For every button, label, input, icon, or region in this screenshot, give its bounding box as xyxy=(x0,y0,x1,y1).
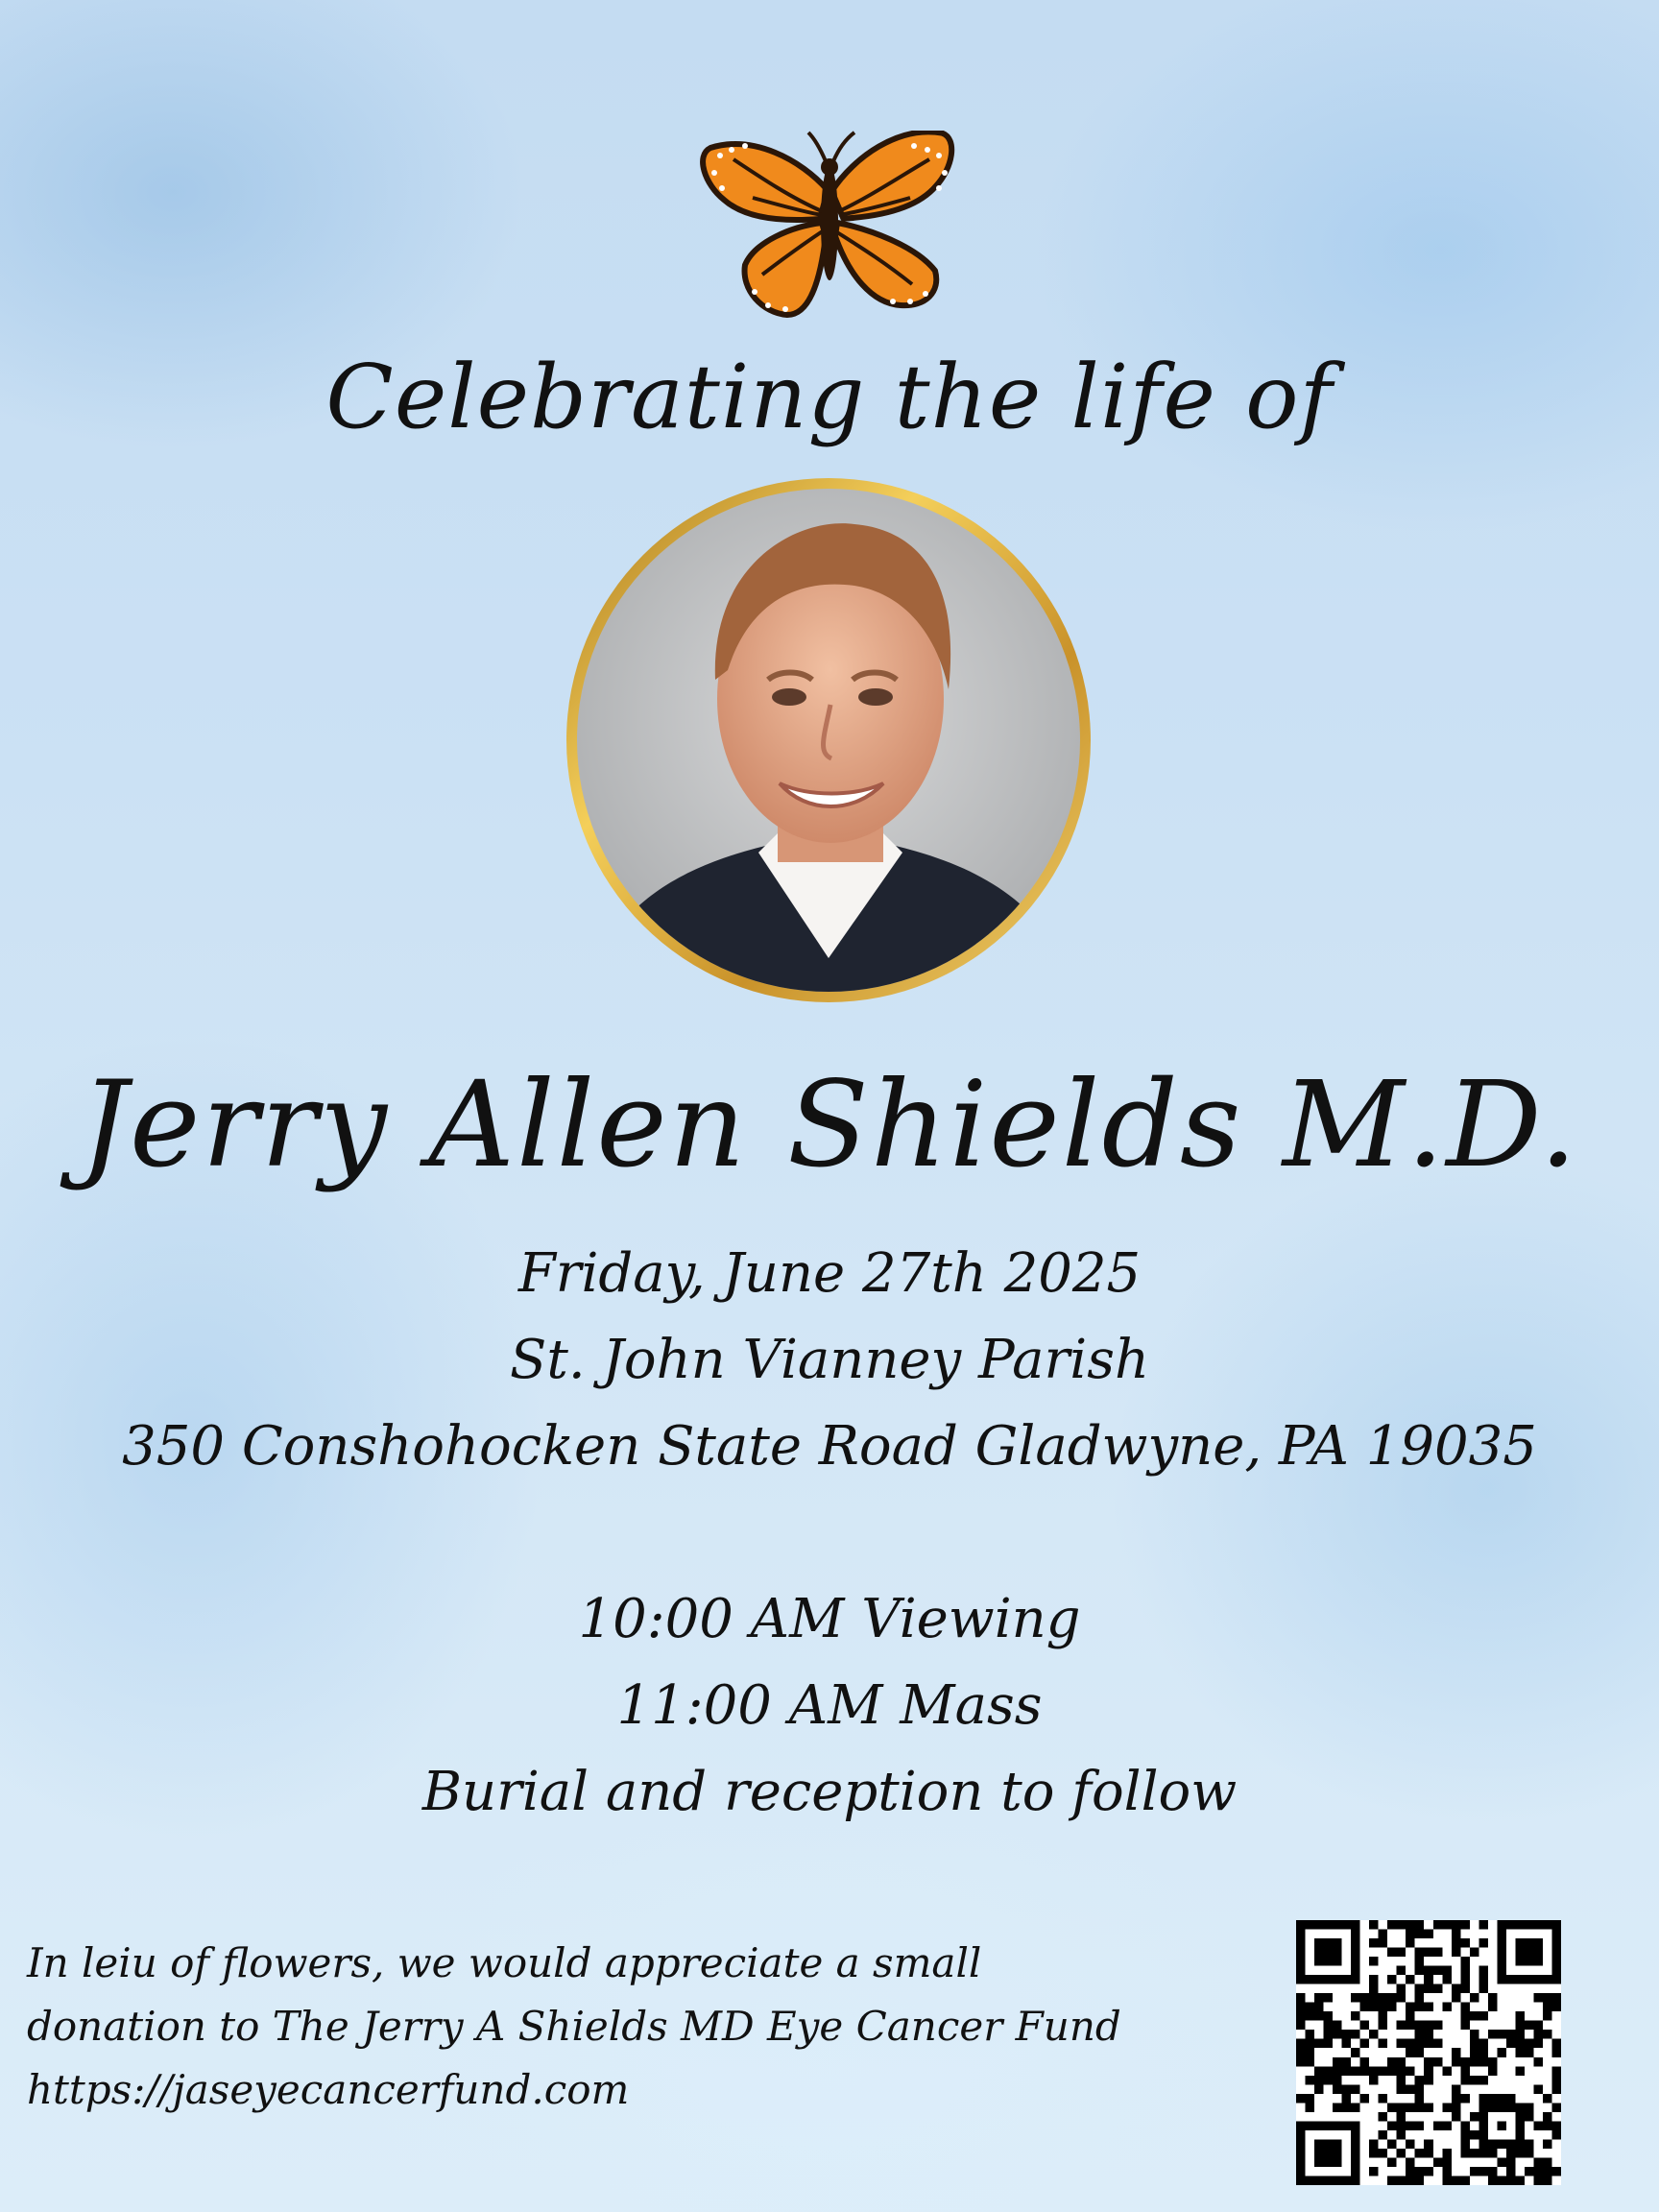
schedule-viewing: 10:00 AM Viewing xyxy=(578,1588,1081,1650)
donation-line-1: In leiu of flowers, we would appreciate a small xyxy=(27,1939,982,1986)
donation-url[interactable]: https://jaseyecancerfund.com xyxy=(27,2066,630,2113)
monarch-butterfly-icon xyxy=(695,131,964,319)
service-venue: St. John Vianney Parish xyxy=(509,1329,1150,1391)
celebrating-heading: Celebrating the life of xyxy=(325,346,1334,448)
donation-note xyxy=(27,1932,1275,2122)
service-schedule xyxy=(0,1576,1659,1836)
portrait-photo xyxy=(566,478,1091,1002)
deceased-name: Jerry Allen Shields M.D. xyxy=(80,1056,1579,1194)
service-details xyxy=(0,1231,1659,1490)
schedule-mass: 11:00 AM Mass xyxy=(616,1674,1043,1737)
donation-line-2: donation to The Jerry A Shields MD Eye Cancer Fund xyxy=(27,2003,1121,2050)
schedule-burial: Burial and reception to follow xyxy=(421,1761,1238,1823)
qr-code[interactable] xyxy=(1296,1920,1561,2185)
service-address: 350 Conshohocken State Road Gladwyne, PA 19035 xyxy=(122,1415,1537,1478)
service-date: Friday, June 27th 2025 xyxy=(517,1242,1142,1305)
